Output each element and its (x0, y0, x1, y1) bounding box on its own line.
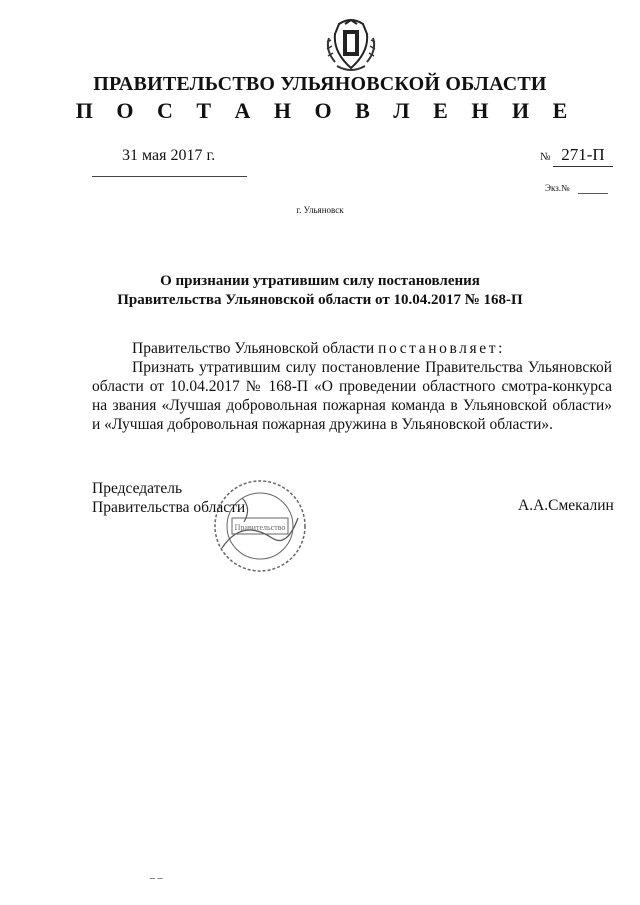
coat-of-arms-emblem (323, 18, 379, 74)
body-paragraph: Признать утратившим силу постановление Правительства Ульяновской области от 10.04.2017 № 168-П «О проведении областного смотра-конкурса на звания «Лучшая добровольная пожарная команда в Ульяновской области» и «Лучшая добровольная пожарная дружина в Ульяновской области». (92, 359, 612, 433)
position-line-1: Председатель (92, 480, 183, 497)
copy-number-label: Экз.№ (545, 183, 570, 193)
document-type: П О С Т А Н О В Л Е Н И Е (75, 98, 577, 123)
title-line-2: Правительства Ульяновской области от 10.04.2017 № 168-П (117, 292, 523, 308)
document-date: 31 мая 2017 г. (122, 147, 216, 164)
decree-verb: постановляет: (378, 340, 505, 357)
document-number: 271-П (553, 145, 613, 167)
position-line-2: Правительства области (92, 499, 246, 516)
decree-subject: Правительство Ульяновской области (132, 340, 375, 357)
stamp-text: Правительство (234, 523, 286, 532)
organization-name: ПРАВИТЕЛЬСТВО УЛЬЯНОВСКОЙ ОБЛАСТИ (93, 73, 547, 95)
official-stamp (212, 478, 308, 574)
document-title (0, 272, 640, 310)
decree-line (132, 340, 505, 358)
title-line-1: О признании утратившим силу постановления (160, 273, 480, 289)
number-sign: № (540, 151, 551, 163)
signer-name: А.А.Смекалин (518, 497, 614, 514)
city: г. Ульяновск (296, 205, 344, 215)
date-underline (92, 176, 247, 177)
copy-number-line (578, 193, 608, 194)
body-text (92, 358, 612, 434)
footer-mark: – – (150, 873, 163, 884)
